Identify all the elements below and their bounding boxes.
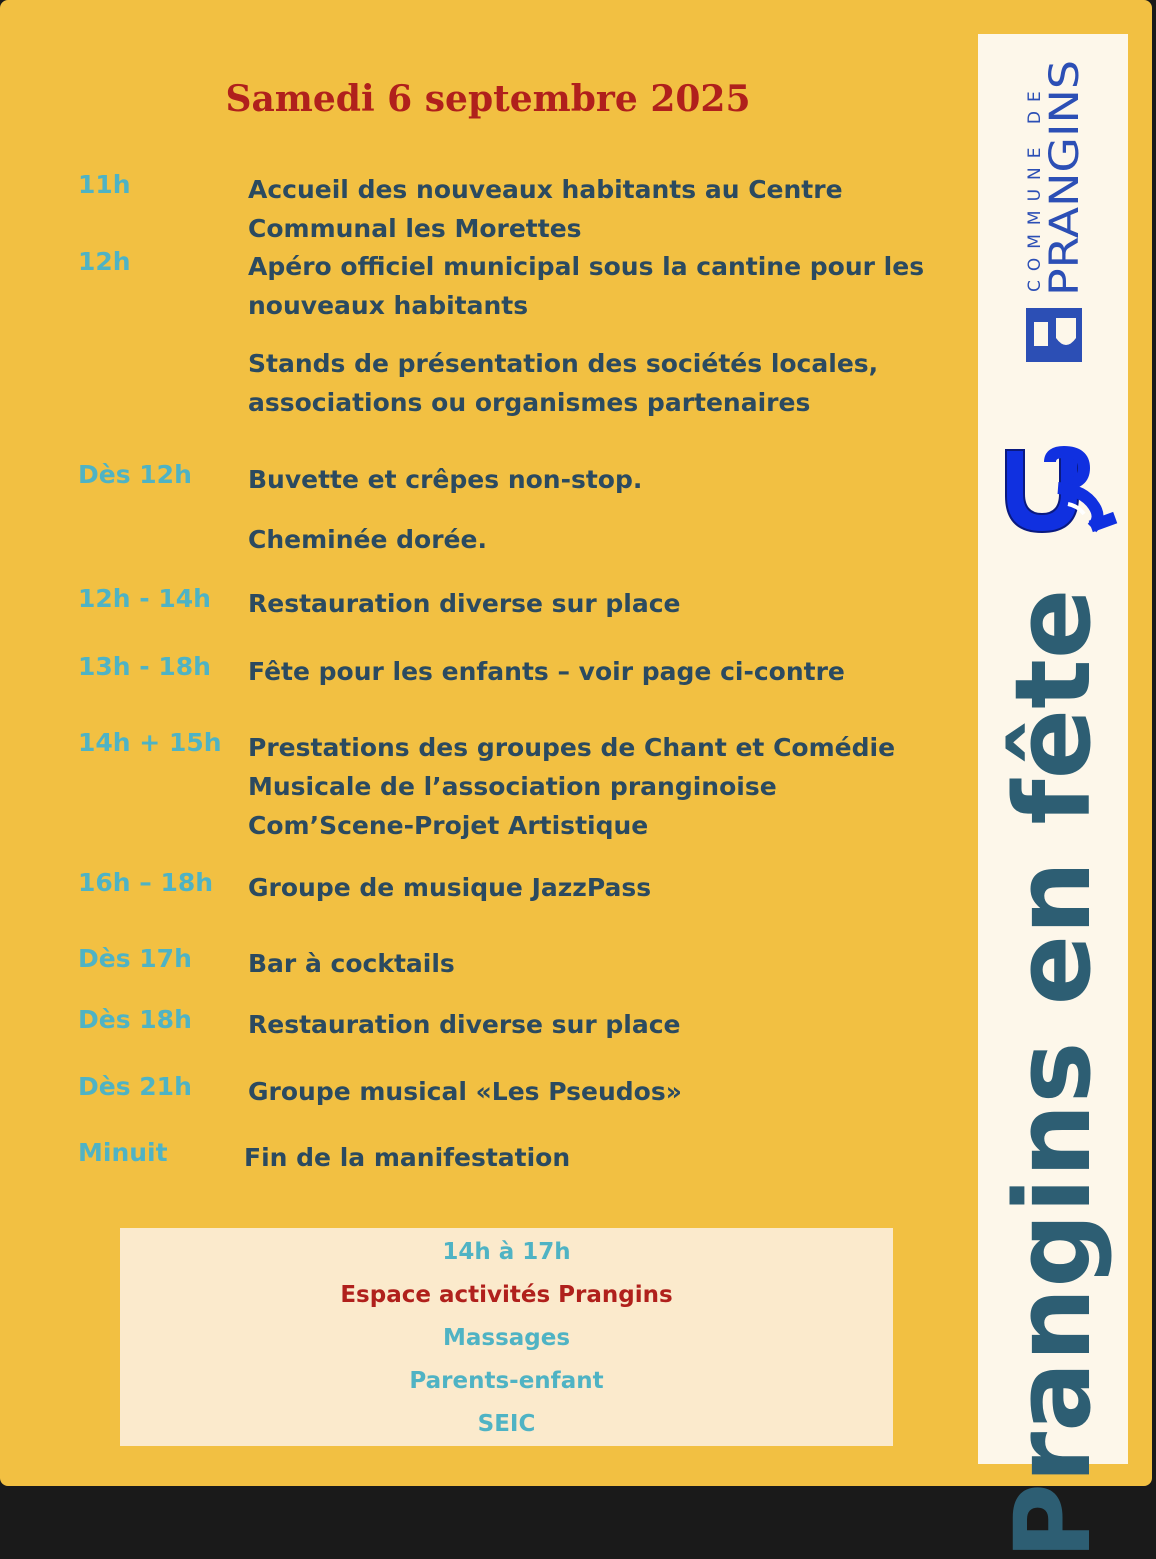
schedule-text: Fin de la manifestation xyxy=(244,1143,571,1172)
schedule-text: Buvette et crêpes non-stop. xyxy=(248,465,643,494)
usp-logo-graphic xyxy=(998,444,1120,544)
activities-time: 14h à 17h xyxy=(442,1239,571,1265)
schedule-time: Dès 18h xyxy=(78,1005,192,1034)
activity-item: Parents-enfant xyxy=(409,1368,604,1394)
logo-small-text: COMMUNE DE xyxy=(1025,82,1045,292)
commune-logo-graphic xyxy=(1025,56,1088,362)
schedule-time: 16h – 18h xyxy=(78,868,214,897)
schedule-text: Groupe musical «Les Pseudos» xyxy=(248,1077,682,1106)
schedule-text: Stands de présentation des sociétés locales, associations ou organismes partenaires xyxy=(248,349,879,417)
schedule-text: Fête pour les enfants – voir page ci-contre xyxy=(248,657,845,686)
schedule-text: Apéro officiel municipal sous la cantine pour les nouveaux habitants xyxy=(248,252,925,320)
page-title: Samedi 6 septembre 2025 xyxy=(225,78,751,120)
schedule-time: Dès 17h xyxy=(78,944,192,973)
schedule-time: Dès 21h xyxy=(78,1072,192,1101)
sidebar-banner xyxy=(978,34,1128,1559)
schedule-text: Accueil des nouveaux habitants au Centre Communal les Morettes xyxy=(248,175,843,243)
commune-logo xyxy=(1025,56,1088,362)
schedule-time: 14h + 15h xyxy=(78,728,222,757)
vertical-title: Prangins en fête xyxy=(992,588,1114,1559)
schedule-text: Restauration diverse sur place xyxy=(248,589,681,618)
schedule-time: 13h - 18h xyxy=(78,652,211,681)
schedule-text: Bar à cocktails xyxy=(248,949,455,978)
schedule-text: Cheminée dorée. xyxy=(248,525,487,554)
activities-heading: Espace activités Prangins xyxy=(340,1282,673,1308)
schedule-time: Minuit xyxy=(78,1138,168,1167)
logo-big-text: PRANGINS xyxy=(1042,90,1088,296)
activities-box xyxy=(120,1228,893,1446)
activity-item: SEIC xyxy=(477,1411,536,1437)
schedule-time: 12h xyxy=(78,247,131,276)
schedule-time: 11h xyxy=(78,170,131,199)
schedule-time: Dès 12h xyxy=(78,460,192,489)
schedule-time: 12h - 14h xyxy=(78,584,211,613)
schedule-text: Prestations des groupes de Chant et Comédie Musicale de l’association pranginoise Com’Scene-Projet Artistique xyxy=(248,733,896,840)
activity-item: Massages xyxy=(442,1325,571,1351)
schedule-text: Groupe de musique JazzPass xyxy=(248,873,652,902)
schedule-text: Restauration diverse sur place xyxy=(248,1010,681,1039)
usp-logo xyxy=(998,444,1120,544)
